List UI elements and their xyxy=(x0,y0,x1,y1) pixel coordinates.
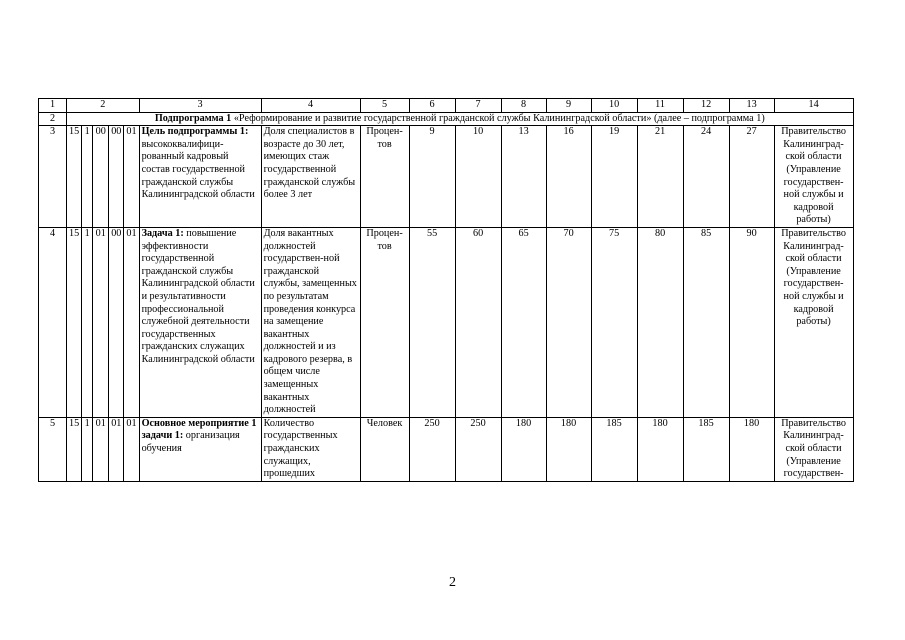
responsible-cell: Правительство Калининград-ской области (Управление государствен-ной службы и кадровой работы) xyxy=(774,227,853,417)
value-cell: 185 xyxy=(683,417,729,481)
table-row xyxy=(39,417,854,481)
value-cell: 13 xyxy=(501,126,546,228)
col-num-11: 11 xyxy=(637,99,683,113)
code-cell: 00 xyxy=(109,126,124,228)
value-cell: 185 xyxy=(591,417,637,481)
unit-cell: Процен-тов xyxy=(360,227,409,417)
name-cell xyxy=(139,227,261,417)
responsible-cell: Правительство Калининград-ской области (Управление государствен- xyxy=(774,417,853,481)
section-title-bold: Подпрограмма 1 xyxy=(154,112,232,124)
name-bold: Основное мероприятие 1 задачи 1: xyxy=(141,417,257,442)
value-cell: 21 xyxy=(637,126,683,228)
name-bold: Цель подпрограммы 1: xyxy=(141,126,249,138)
col-num-5: 5 xyxy=(360,99,409,113)
col-num-12: 12 xyxy=(683,99,729,113)
indicator-cell: Доля вакантных должностей государствен-ной гражданской службы, замещенных по результатам проведения конкурса на замещение вакантных должностей и из кадрового резерва, в общем числе замещенных вакантных должностей xyxy=(261,227,360,417)
value-cell: 24 xyxy=(683,126,729,228)
section-row xyxy=(39,112,854,126)
value-cell: 60 xyxy=(455,227,501,417)
value-cell: 9 xyxy=(409,126,455,228)
name-text: повышение эффективности государственной гражданской службы Калининградской области и результативности профессиональной служебной деятельности государственных гражданских служащих Калининградской области xyxy=(141,227,255,365)
code-cell: 15 xyxy=(67,126,82,228)
value-cell: 250 xyxy=(455,417,501,481)
value-cell: 85 xyxy=(683,227,729,417)
unit-cell: Человек xyxy=(360,417,409,481)
value-cell: 19 xyxy=(591,126,637,228)
value-cell: 27 xyxy=(729,126,774,228)
table-row xyxy=(39,227,854,417)
value-cell: 180 xyxy=(637,417,683,481)
col-num-8: 8 xyxy=(501,99,546,113)
page-number: 2 xyxy=(449,575,456,590)
col-num-4: 4 xyxy=(261,99,360,113)
name-cell xyxy=(139,126,261,228)
value-cell: 16 xyxy=(546,126,591,228)
code-cell: 1 xyxy=(82,227,93,417)
code-cell: 15 xyxy=(67,227,82,417)
row-number: 5 xyxy=(39,417,67,481)
col-num-7: 7 xyxy=(455,99,501,113)
table-row xyxy=(39,126,854,228)
col-num-14: 14 xyxy=(774,99,853,113)
section-title xyxy=(67,112,854,126)
code-cell: 1 xyxy=(82,417,93,481)
code-cell: 15 xyxy=(67,417,82,481)
col-num-9: 9 xyxy=(546,99,591,113)
col-num-1: 1 xyxy=(39,99,67,113)
value-cell: 10 xyxy=(455,126,501,228)
code-cell: 1 xyxy=(82,126,93,228)
col-num-3: 3 xyxy=(139,99,261,113)
value-cell: 250 xyxy=(409,417,455,481)
value-cell: 180 xyxy=(546,417,591,481)
section-row-number: 2 xyxy=(39,112,67,126)
col-num-6: 6 xyxy=(409,99,455,113)
indicator-cell: Доля специалистов в возрасте до 30 лет, имеющих стаж государственной гражданской службы более 3 лет xyxy=(261,126,360,228)
indicator-cell: Количество государственных гражданских служащих, прошедших xyxy=(261,417,360,481)
value-cell: 65 xyxy=(501,227,546,417)
program-table xyxy=(38,98,854,482)
row-number: 4 xyxy=(39,227,67,417)
name-text: организация обучения xyxy=(141,430,240,455)
column-number-row xyxy=(39,99,854,113)
name-bold: Задача 1: xyxy=(141,227,184,239)
value-cell: 90 xyxy=(729,227,774,417)
value-cell: 70 xyxy=(546,227,591,417)
row-number: 3 xyxy=(39,126,67,228)
code-cell: 01 xyxy=(124,227,139,417)
value-cell: 75 xyxy=(591,227,637,417)
code-cell: 01 xyxy=(124,417,139,481)
value-cell: 180 xyxy=(729,417,774,481)
code-cell: 00 xyxy=(93,126,109,228)
value-cell: 80 xyxy=(637,227,683,417)
col-num-13: 13 xyxy=(729,99,774,113)
name-cell xyxy=(139,417,261,481)
code-cell: 01 xyxy=(124,126,139,228)
col-num-2: 2 xyxy=(67,99,140,113)
value-cell: 55 xyxy=(409,227,455,417)
code-cell: 00 xyxy=(109,227,124,417)
code-cell: 01 xyxy=(93,417,109,481)
section-title-text: «Реформирование и развитие государственной гражданской службы Калининградской области» (далее – подпрограмма 1) xyxy=(231,112,765,124)
responsible-cell: Правительство Калининград-ской области (Управление государствен-ной службы и кадровой работы) xyxy=(774,126,853,228)
name-text: высококвалифици-рованный кадровый состав государственной гражданской службы Калининградской области xyxy=(141,138,255,201)
unit-cell: Процен-тов xyxy=(360,126,409,228)
col-num-10: 10 xyxy=(591,99,637,113)
code-cell: 01 xyxy=(109,417,124,481)
value-cell: 180 xyxy=(501,417,546,481)
code-cell: 01 xyxy=(93,227,109,417)
